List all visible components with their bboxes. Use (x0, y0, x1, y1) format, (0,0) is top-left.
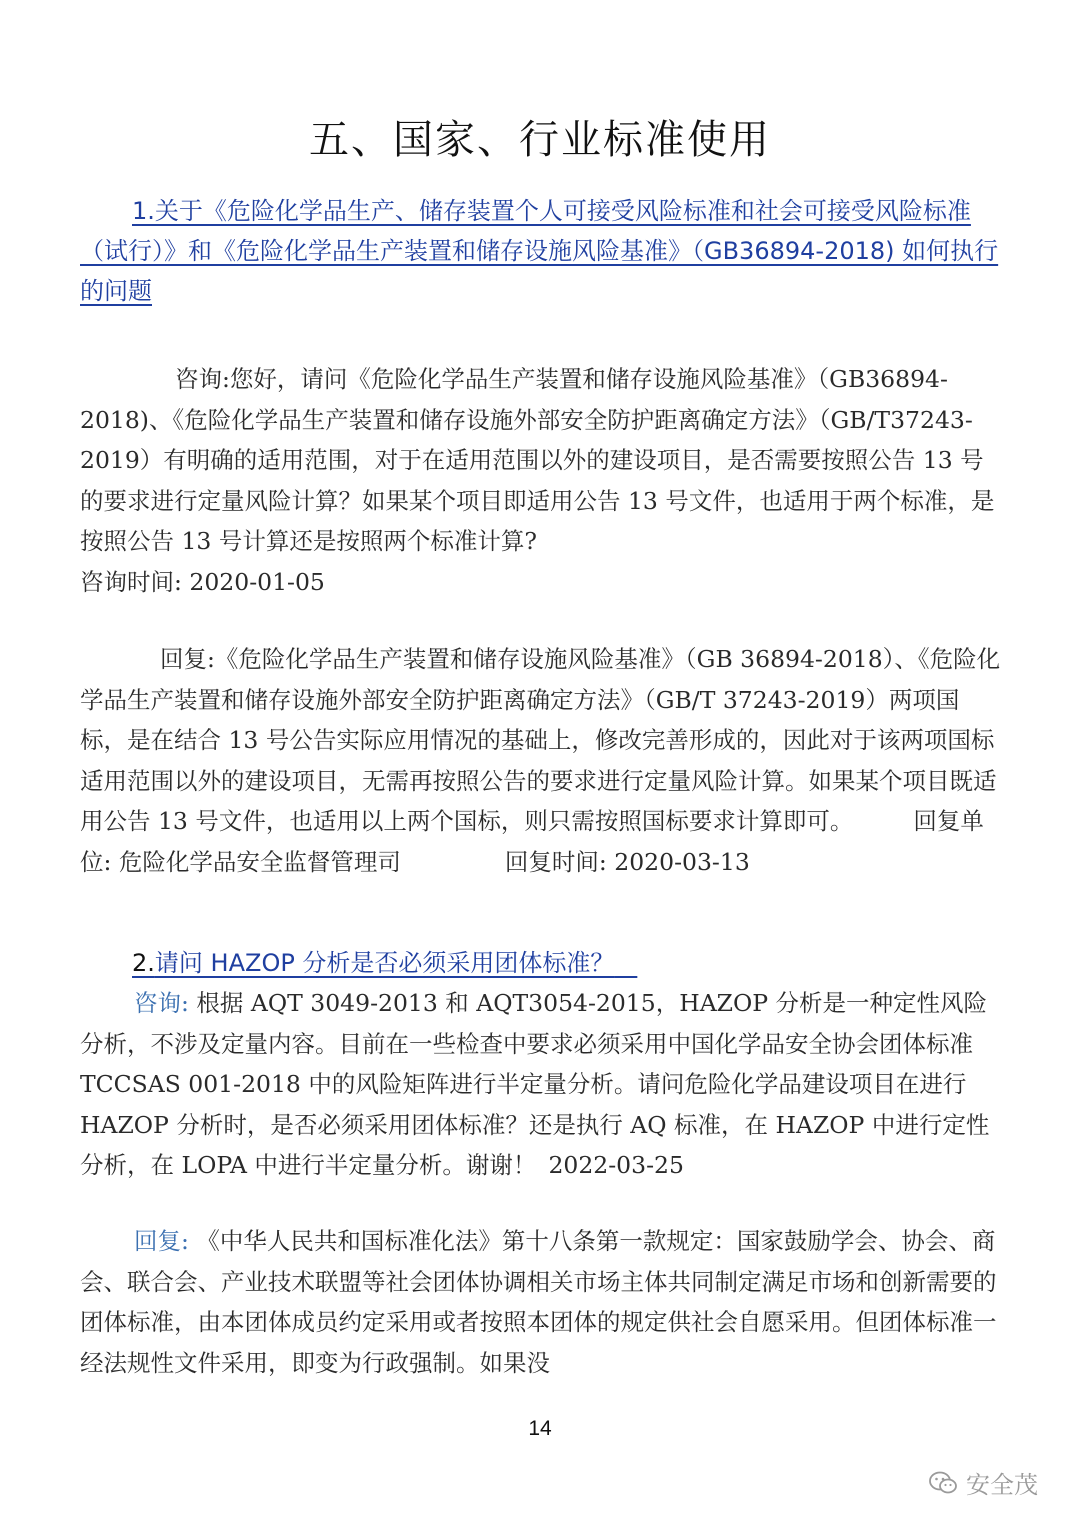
item2-heading-link[interactable] (132, 943, 692, 983)
item1-reply-unit: 回复单位: 危险化学品安全监督管理司 (80, 807, 984, 876)
page-number: 14 (528, 1417, 552, 1440)
item2-consult (80, 983, 1004, 1186)
item1-reply-text: 回复:《危险化学品生产装置和储存设施风险基准》（GB 36894-2018）、《危险化学品生产装置和储存设施外部安全防护距离确定方法》（GB/T 37243-2019）两项国标，是在结合 13 号公告实际应用情况的基础上，修改完善形成的，因此对于该两项国标适用范围以外的建设项目，无需再按照公告的要求进行定量风险计算。如果某个项目既适用公告 13 号文件，也适用以上两个国标，则只需按照国标要求计算即可。 (80, 645, 1001, 835)
item1-consult-time: 咨询时间: 2020-01-05 (80, 567, 325, 596)
item2-consult-text: 根据 AQT 3049-2013 和 AQT3054-2015，HAZOP 分析是一种定性风险分析，不涉及定量内容。目前在一些检查中要求必须采用中国化学品安全协会团体标准 TCCSAS 001-2018 中的风险矩阵进行半定量分析。请问危险化学品建设项目在进行 HAZOP 分析时，是否必须采用团体标准？还是执行 AQ 标准，在 HAZOP 中进行定性分析，在 LOPA 中进行半定量分析。谢谢！ (80, 989, 990, 1179)
item2-reply (80, 1221, 1004, 1383)
item2-consult-date: 2022-03-25 (548, 1151, 684, 1179)
item2-heading-text: 请问 HAZOP 分析是否必须采用团体标准？ (154, 949, 615, 977)
item1-consult (80, 359, 1004, 602)
item1-heading-link[interactable]: 1.关于《危险化学品生产、储存装置个人可接受风险标准和社会可接受风险标准（试行）》和《危险化学品生产装置和储存设施风险基准》（GB36894-2018) 如何执行的问题 (80, 197, 999, 305)
item1-reply-time: 回复时间: 2020-03-13 (504, 847, 750, 876)
watermark-text: 安全茂 (966, 1471, 1038, 1499)
wechat-icon (928, 1470, 958, 1496)
item2-reply-text: 《中华人民共和国标准化法》第十八条第一款规定：国家鼓励学会、协会、商会、联合会、产业技术联盟等社会团体协调相关市场主体共同制定满足市场和创新需要的团体标准，由本团体成员约定采用或者按照本团体的规定供社会自愿采用。但团体标准一经法规性文件采用，即变为行政强制。如果没 (80, 1227, 997, 1377)
item1-reply (80, 639, 1004, 882)
watermark (928, 1465, 1038, 1500)
item2-consult-label: 咨询: (134, 989, 189, 1017)
item1-consult-text: 咨询:您好，请问《危险化学品生产装置和储存设施风险基准》（GB36894-2018)、《危险化学品生产装置和储存设施外部安全防护距离确定方法》（GB/T37243-2019）有明确的适用范围，对于在适用范围以外的建设项目，是否需要按照公告 13 号的要求进行定量风险计算？如果某个项目即适用公告 13 号文件，也适用于两个标准，是按照公告 13 号计算还是按照两个标准计算? (80, 365, 995, 555)
item2-heading-number: 2. (132, 949, 155, 977)
item2-reply-label: 回复: (134, 1227, 189, 1255)
section-title: 五、国家、行业标准使用 (309, 117, 771, 163)
